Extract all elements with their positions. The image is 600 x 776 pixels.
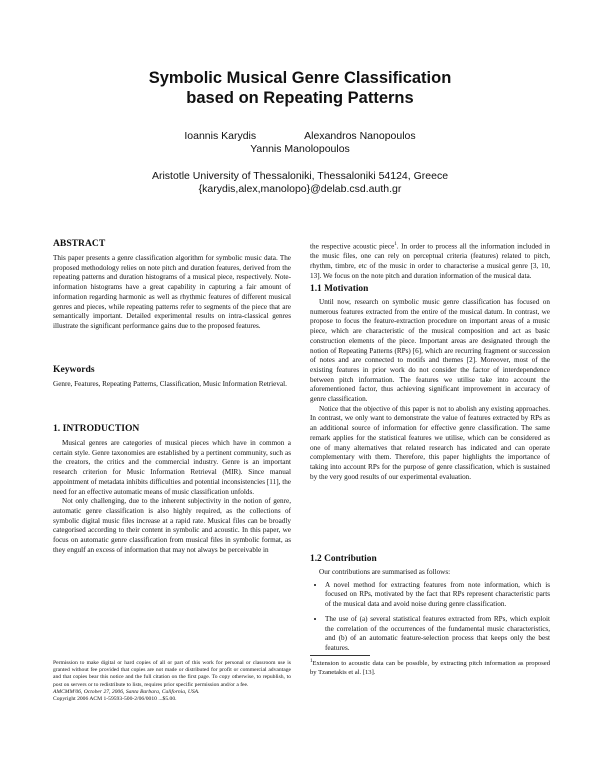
intro-paragraph-2: Not only challenging, due to the inherent subjectivity in the notion of genre, automatic genre classification is also highly required, as the collections of symbolic digital music files increase at a rapid rate. Musical files can be broadly categorised according to their content in symbolic and acoustic. In this paper, we focus on automatic genre classification from musical files in symbolic format, as they engulf an excess of information that may not always be perceivable in <box>53 497 291 554</box>
keywords-text: Genre, Features, Repeating Patterns, Classification, Music Information Retrieval. <box>53 380 287 388</box>
continuation-text-before: the respective acoustic piece <box>310 242 395 251</box>
paper-title <box>0 68 600 108</box>
footnote-number: 1 <box>310 659 313 664</box>
contribution-item-2: • The use of (a) several statistical features extracted from RPs, which exploit the correlation of the occurrences of the fundamental music characteristics, and (b) of an automatic feature-selection process that keeps only the best features. <box>325 615 550 654</box>
affiliation-block <box>0 170 600 196</box>
title-line-2: based on Repeating Patterns <box>186 89 414 107</box>
footnote-marker: 1 <box>394 242 397 247</box>
contribution-intro: Our contributions are summarised as follows: <box>319 568 451 576</box>
continuation-text-after: . In order to process all the information included in the music files, one can rely on perceptual criteria (features) related to pitch, rhythm, timbre, etc of the music in order to characterise a musical genre [3, 10, 13]. We focus on the note pitch and duration information of the musical data. <box>310 242 550 280</box>
motivation-heading: 1.1 Motivation <box>310 284 369 294</box>
abstract-text: This paper presents a genre classification algorithm for symbolic music data. The proposed methodology relies on note pitch and duration features, derived from the repeating patterns and duration histograms of a musical piece, respectively. Note-information histograms have a great capability in capturing a fair amount of information regarding harmonic as well as rhythmic features of different musical genres and pieces, while repeating patterns refer to segments of the piece that are semantically important. Detailed experimental results on intra-classical genres illustrate the significant performance gains due to the proposed features. <box>53 254 291 330</box>
contribution-item-1: • A novel method for extracting features from note information, which is focused on RPs, motivated by the fact that RPs represent characteristic parts of the musical data and avoid noise during genre classification. <box>325 581 550 610</box>
motivation-paragraph-2: Notice that the objective of this paper is not to abolish any existing approaches. In contrast, we only want to demonstrate the value of features extracted by RPs as an additional source of information for effective genre classification. The same remark applies for the statistical features we utilise, which can be considered as one of many alternatives that related research has indicated and can operate complementary with them. Therefore, this paper highlights the importance of taking into account RPs for the purpose of genre classification, which is sustained by the very good results of our experimental evaluation. <box>310 404 550 481</box>
copyright-notice <box>53 660 291 703</box>
intro-continuation <box>310 240 550 281</box>
email: {karydis,alex,manolopo}@delab.csd.auth.gr <box>198 183 402 195</box>
abstract-heading: ABSTRACT <box>53 238 106 249</box>
motivation-section <box>310 283 550 482</box>
footnote-rule <box>310 655 370 656</box>
keywords-section <box>53 364 291 390</box>
motivation-paragraph-1: Until now, research on symbolic music genre classification has focused on numerous features extracted from the entire of the musical datum. In contrast, we propose to focus the feature-extraction procedure on important areas of a music piece, which are characteristic of the musical composition and act as basic construction elements of the piece. Important areas are designated through the notion of Repeating Patterns (RPs) [6], which are recurring fragment or succession of notes and are connected to motifs and themes [2]. Moreover, most of the existing features in prior work do not consider the factor of interdependence between pitch information. The features we utilise take into account the aforementioned factor, thus achieving significant improvement in accuracy of genre classification. <box>310 298 550 404</box>
author-1: Ioannis Karydis <box>184 130 257 142</box>
introduction-heading: 1. INTRODUCTION <box>53 423 140 434</box>
contribution-heading: 1.2 Contribution <box>310 554 377 564</box>
affiliation: Aristotle University of Thessaloniki, Thessaloniki 54124, Greece <box>151 170 449 182</box>
author-2: Alexandros Nanopoulos <box>304 130 416 142</box>
introduction-section <box>53 423 291 555</box>
contribution-section <box>310 553 550 659</box>
title-line-1: Symbolic Musical Genre Classification <box>148 69 452 87</box>
contribution-list <box>310 581 550 654</box>
keywords-heading: Keywords <box>53 364 95 375</box>
rights-line: Copyright 2006 ACM 1-59593-500-2/06/0010 ...$5.00. <box>53 696 177 703</box>
footnote-text: Extension to acoustic data can be possible, by extracting pitch information as proposed by Tzanetakis et al. [13]. <box>310 660 550 676</box>
author-3: Yannis Manolopoulos <box>250 143 350 155</box>
abstract-section <box>53 238 291 332</box>
venue-line: AMCMM'06, October 27, 2006, Santa Barbara, California, USA. <box>53 688 200 695</box>
footnote <box>310 658 550 677</box>
copyright-text: Permission to make digital or hard copies of all or part of this work for personal or classroom use is granted without fee provided that copies are not made or distributed for profit or commercial advantage and that copies bear this notice and the full citation on the first page. To copy otherwise, to republish, to post on servers or to redistribute to lists, requires prior specific permission and/or a fee. <box>53 660 291 688</box>
intro-paragraph-1: Musical genres are categories of musical pieces which have in common a certain style. Genre taxonomies are established by a pertinent community, such as the creators, the critics and the commercial industry. Genre is an important research criterion for Music Information Retrieval (MIR). Since manual appointment of metadata inhibits difficulties and potential inconsistencies [11], the need for an effective automatic means of music classification unfolds. <box>53 439 291 496</box>
author-list <box>0 130 600 156</box>
